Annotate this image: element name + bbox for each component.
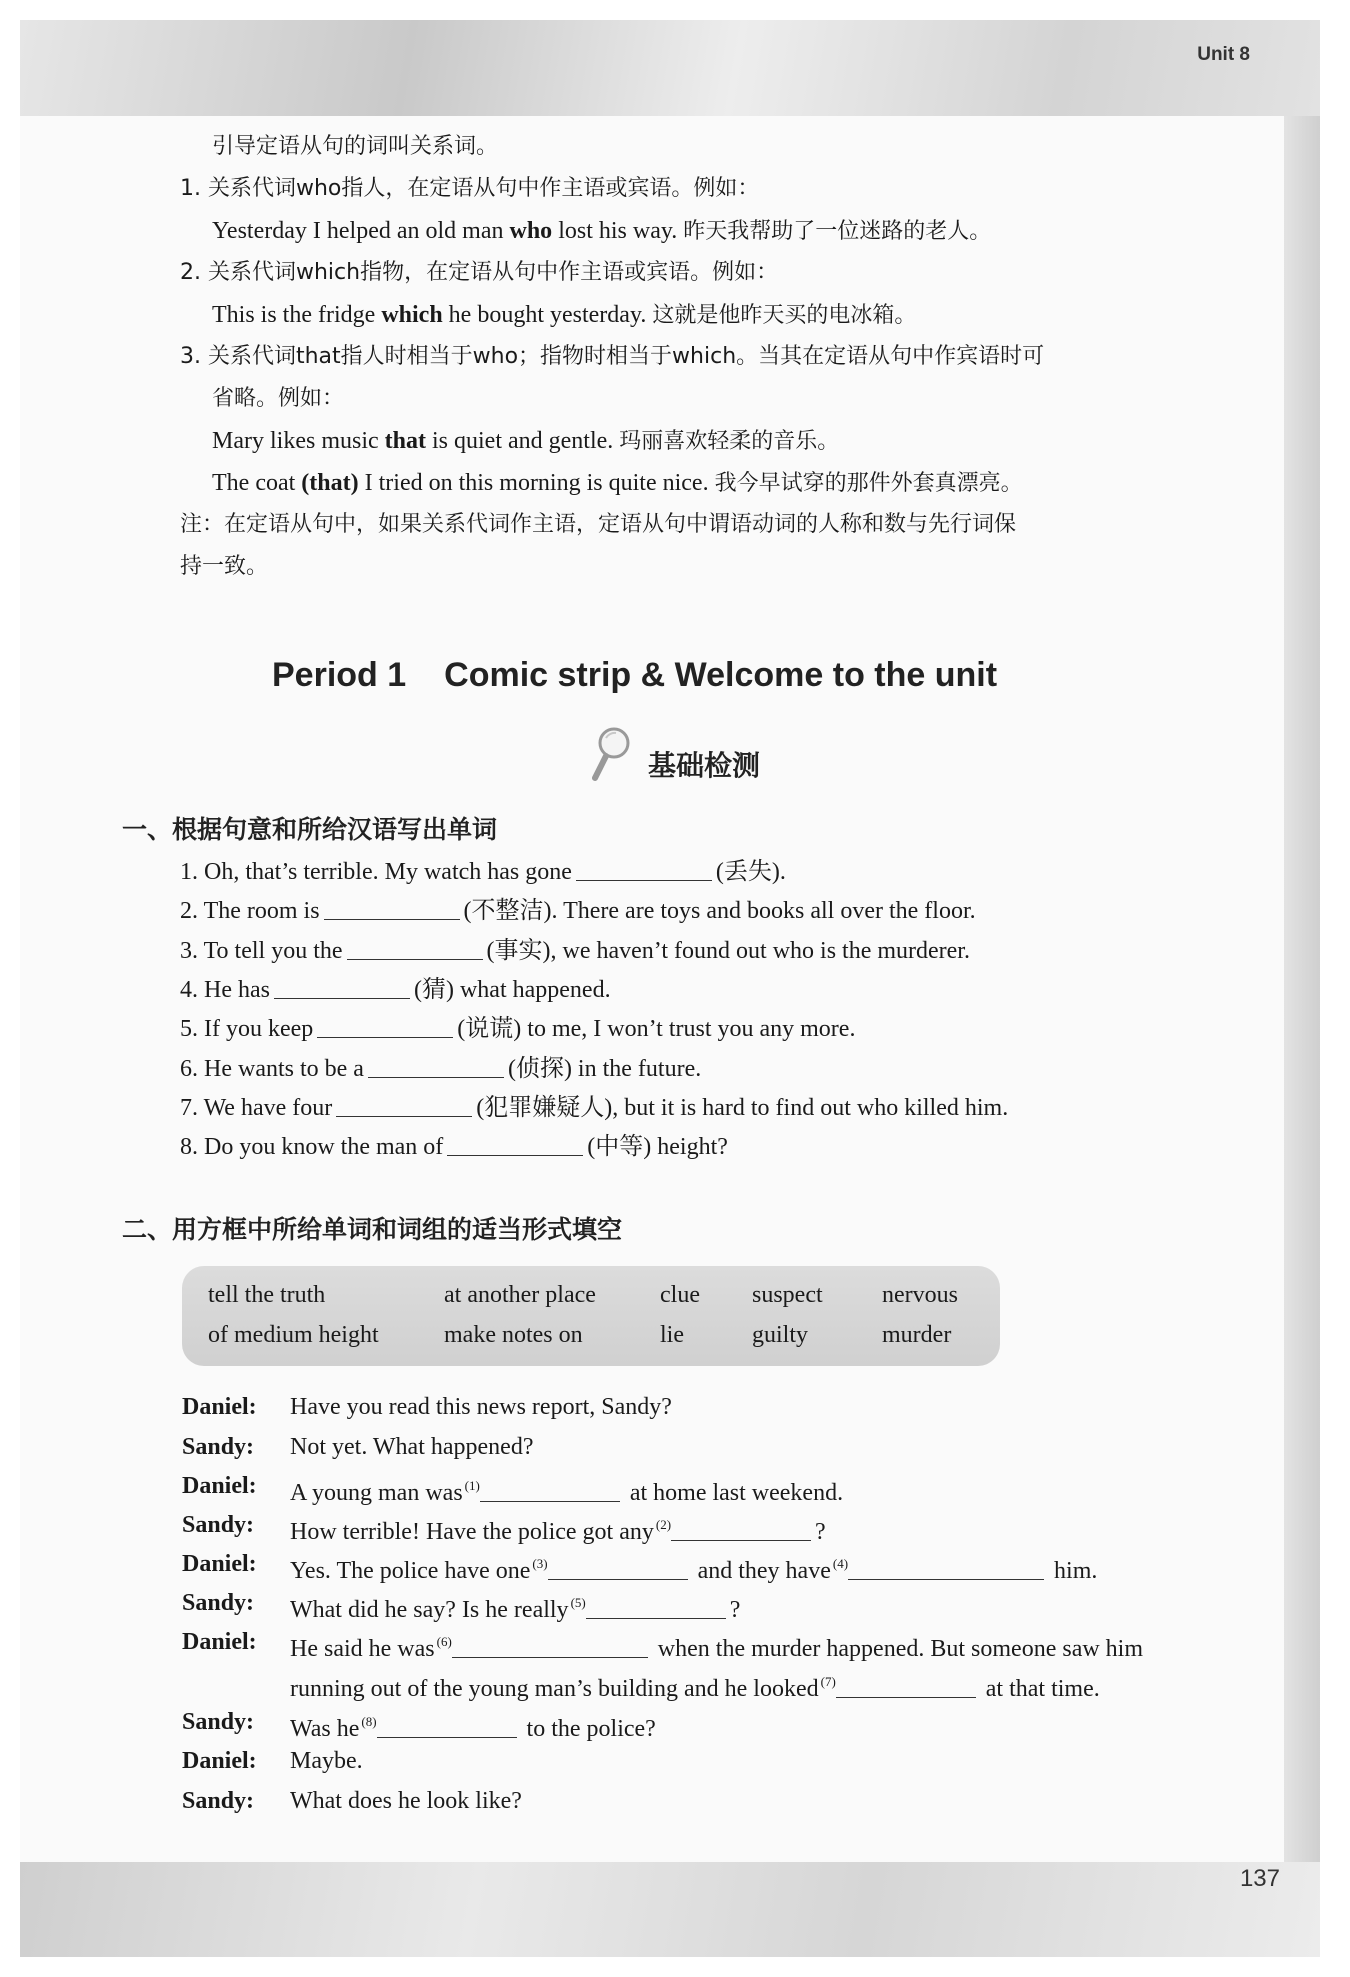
answer-blank[interactable] (377, 1715, 517, 1738)
exercise-prompt: 3. To tell you the (180, 938, 343, 964)
dialogue-text: What does he look like? (290, 1788, 522, 1814)
word-box-item: murder (882, 1322, 952, 1348)
answer-blank[interactable] (447, 1133, 583, 1156)
exercise-hint: (侦探) in the future. (507, 1056, 702, 1082)
exercise-prompt: 5. If you keep (180, 1016, 314, 1042)
word-box-item: make notes on (444, 1322, 583, 1348)
dialogue-text: Was he (290, 1716, 360, 1742)
exercise-item (180, 1014, 855, 1044)
dialogue-line (290, 1549, 1097, 1586)
grammar-point-3-cont: 省略。例如： (212, 386, 345, 411)
word-box-item: suspect (752, 1282, 823, 1308)
exercise-hint: (事实), we haven’t found out who is the murderer. (486, 938, 970, 964)
answer-blank[interactable] (317, 1015, 453, 1038)
blank-number: (1) (464, 1478, 480, 1493)
exercise-prompt: 8. Do you know the man of (180, 1134, 444, 1160)
answer-blank[interactable] (324, 897, 460, 920)
speaker-label: Daniel: (182, 1394, 257, 1420)
speaker-label: Daniel: (182, 1473, 257, 1499)
exercise-hint: (说谎) to me, I won’t trust you any more. (457, 1016, 856, 1042)
blank-number: (7) (820, 1674, 836, 1689)
dialogue-text: at home last weekend. (629, 1480, 844, 1506)
dialogue-line (290, 1392, 672, 1422)
period-title: Period 1 Comic strip & Welcome to the unit (272, 656, 998, 694)
answer-blank[interactable] (586, 1596, 726, 1619)
dialogue-line (290, 1510, 826, 1547)
dialogue-text: running out of the young man’s building and he looked (290, 1676, 819, 1702)
answer-blank[interactable] (368, 1055, 504, 1078)
word-box-item: guilty (752, 1322, 809, 1348)
word-box-item: at another place (444, 1282, 596, 1308)
dialogue-line (290, 1707, 656, 1744)
dialogue-text: How terrible! Have the police got any (290, 1519, 654, 1545)
dialogue-text: him. (1054, 1558, 1098, 1584)
exercise-item (180, 936, 970, 966)
magnifier-icon (592, 726, 632, 782)
dialogue-line (290, 1786, 522, 1816)
answer-blank[interactable] (671, 1518, 811, 1541)
exercise-prompt: 2. The room is (180, 898, 320, 924)
blank-number: (3) (532, 1556, 548, 1571)
speaker-label: Daniel: (182, 1748, 257, 1774)
exercise-hint: (犯罪嫌疑人), but it is hard to find out who killed him. (476, 1095, 1009, 1121)
exercise-hint: (猜) what happened. (413, 977, 611, 1003)
grammar-example-2: This is the fridge which he bought yesterday. 这就是他昨天买的电冰箱。 (212, 302, 917, 328)
exercise-item (180, 1132, 728, 1162)
blank-number: (5) (570, 1595, 586, 1610)
dialogue-text: to the police? (526, 1716, 656, 1742)
exercise-prompt: 7. We have four (180, 1095, 333, 1121)
exercise-prompt: 6. He wants to be a (180, 1056, 364, 1082)
dialogue-text: Have you read this news report, Sandy? (290, 1394, 672, 1420)
speaker-label: Daniel: (182, 1551, 257, 1577)
speaker-label: Sandy: (182, 1788, 255, 1814)
word-box-item: tell the truth (208, 1282, 326, 1308)
answer-blank[interactable] (836, 1675, 976, 1698)
grammar-point-3: 3. 关系代词that指人时相当于who；指物时相当于which。当其在定语从句中作宾语时可 (180, 344, 1045, 369)
word-box-item: of medium height (208, 1322, 379, 1348)
dialogue-text: ? (729, 1597, 741, 1623)
answer-blank[interactable] (347, 937, 483, 960)
blank-number: (2) (655, 1517, 672, 1532)
speaker-label: Sandy: (182, 1434, 255, 1460)
answer-blank[interactable] (480, 1479, 620, 1502)
dialogue-line (290, 1667, 1100, 1704)
word-box-item: clue (660, 1282, 700, 1308)
dialogue-text: ? (815, 1519, 826, 1545)
word-box-item: nervous (882, 1282, 958, 1308)
speaker-label: Sandy: (182, 1709, 255, 1735)
answer-blank[interactable] (274, 976, 410, 999)
blank-number: (8) (361, 1714, 377, 1729)
dialogue-line (290, 1746, 363, 1776)
dialogue-text: What did he say? Is he really (290, 1597, 569, 1623)
dialogue-line (290, 1627, 1143, 1664)
grammar-note: 注：在定语从句中，如果关系代词作主语，定语从句中谓语动词的人称和数与先行词保 (180, 512, 1017, 537)
dialogue-line (290, 1432, 533, 1462)
dialogue-text: Not yet. What happened? (290, 1434, 534, 1460)
dialogue-text: A young man was (290, 1480, 463, 1506)
dialogue-text: Maybe. (290, 1748, 363, 1774)
exercise-item (180, 1093, 1008, 1123)
exercise-hint: (不整洁). There are toys and books all over the floor. (463, 898, 976, 924)
unit-label: Unit 8 (1197, 44, 1250, 65)
page-number: 137 (1239, 1865, 1280, 1892)
grammar-note-cont: 持一致。 (180, 554, 269, 579)
grammar-point-1: 1. 关系代词who指人，在定语从句中作主语或宾语。例如： (180, 176, 760, 201)
exercise-item (180, 1054, 701, 1084)
footer-band (20, 1862, 1320, 1957)
dialogue-text: Yes. The police have one (290, 1558, 531, 1584)
exercise-hint: (中等) height? (587, 1134, 728, 1160)
answer-blank[interactable] (548, 1557, 688, 1580)
part1-heading: 一、根据句意和所给汉语写出单词 (122, 815, 498, 844)
answer-blank[interactable] (848, 1557, 1044, 1580)
dialogue-line (290, 1471, 843, 1508)
answer-blank[interactable] (576, 858, 712, 881)
section-label: 基础检测 (648, 749, 761, 782)
side-strip (1284, 116, 1320, 1862)
grammar-point-2: 2. 关系代词which指物，在定语从句中作主语或宾语。例如： (180, 260, 779, 285)
dialogue-text: when the murder happened. But someone saw him (657, 1636, 1144, 1662)
speaker-label: Daniel: (182, 1629, 257, 1655)
grammar-example-3a: Mary likes music that is quiet and gentle. 玛丽喜欢轻柔的音乐。 (212, 428, 840, 454)
dialogue-text: at that time. (985, 1676, 1100, 1702)
grammar-example-3b: The coat (that) I tried on this morning is quite nice. 我今早试穿的那件外套真漂亮。 (212, 470, 1023, 496)
exercise-prompt: 1. Oh, that’s terrible. My watch has gone (180, 859, 572, 885)
dialogue-text: and they have (697, 1558, 831, 1584)
header-band (20, 20, 1320, 116)
answer-blank[interactable] (452, 1635, 648, 1658)
dialogue-text: He said he was (290, 1636, 435, 1662)
dialogue-line (290, 1588, 740, 1625)
part2-heading: 二、用方框中所给单词和词组的适当形式填空 (122, 1215, 623, 1244)
exercise-prompt: 4. He has (180, 977, 270, 1003)
word-box-item: lie (660, 1322, 684, 1348)
answer-blank[interactable] (336, 1094, 472, 1117)
speaker-label: Sandy: (182, 1590, 255, 1616)
grammar-intro: 引导定语从句的词叫关系词。 (212, 134, 499, 159)
exercise-hint: (丢失). (715, 859, 786, 885)
blank-number: (6) (436, 1634, 452, 1649)
exercise-item (180, 896, 976, 926)
grammar-example-1: Yesterday I helped an old man who lost his way. 昨天我帮助了一位迷路的老人。 (212, 218, 992, 244)
blank-number: (4) (832, 1556, 849, 1571)
exercise-item (180, 975, 611, 1005)
speaker-label: Sandy: (182, 1512, 255, 1538)
exercise-item (180, 857, 786, 887)
